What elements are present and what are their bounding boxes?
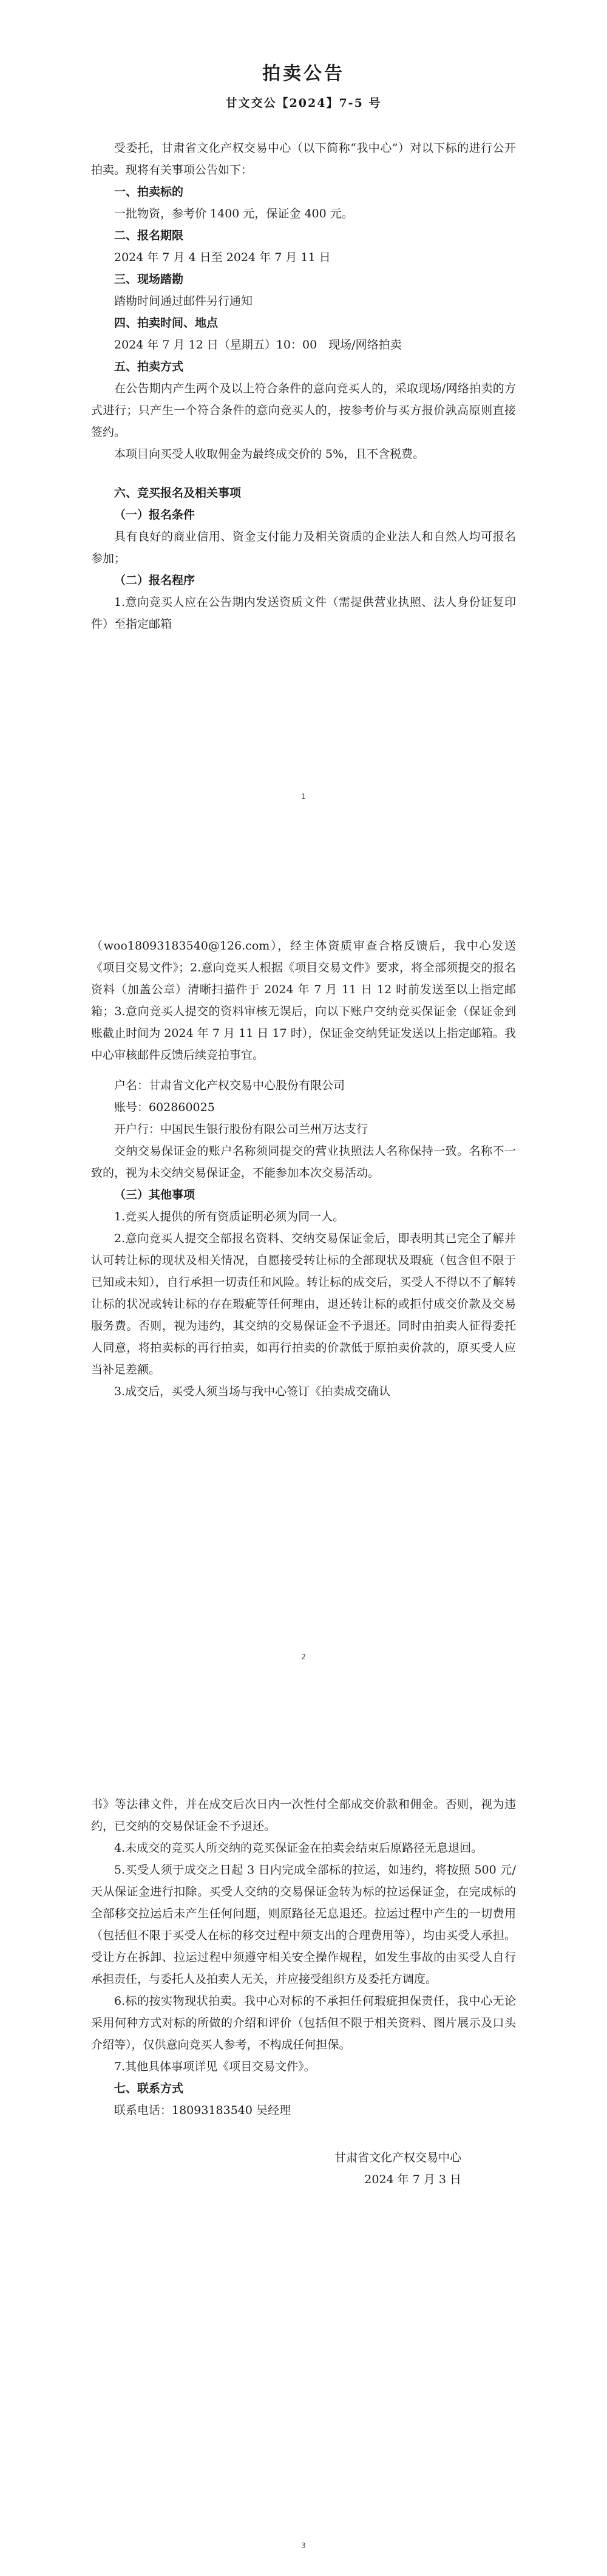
other-item-5: 5.买受人须于成交之日起 3 日内完成全部标的拉运，如违约，将按照 500 元/天从保证金进行扣除。买受人交纳的交易保证金转为标的拉运保证金，在完成标的全部移交拉运后未产生任何问题，则原路径无息退还。拉运过程中产生的一切费用（包括但不限于买受人在标的移交过程中须支出的合理费用等），均由买受人承担。受让方在拆卸、拉运过程中须遵守相关安全操作规程，如发生事故的由买受人自行承担责任，与委托人及拍卖人无关，并应接受组织方及委托方调度。 xyxy=(91,1863,516,1986)
page-1-content xyxy=(91,61,516,635)
page-1 xyxy=(0,0,607,858)
section-1-heading: 一、拍卖标的 xyxy=(114,185,184,199)
spacer xyxy=(91,2121,516,2138)
section-3-body: 踏勘时间通过邮件另行通知 xyxy=(114,294,253,308)
section-6-heading: 六、竞买报名及相关事项 xyxy=(114,486,242,500)
section-6-1-heading: （一）报名条件 xyxy=(114,508,195,522)
spacer xyxy=(91,2138,516,2147)
page-number: 1 xyxy=(301,792,306,801)
registration-procedure-continued: （woo18093183540@126.com），经主体资质审查合格反馈后，我中心发送《项目交易文件》；2.意向竞买人根据《项目交易文件》要求，将全部须提交的报名资料（加盖公章）清晰扫描件于 2024 年 7 月 11 日 12 时前发送至以上指定邮箱；3.意向竞买人提交的资料审核无误后，向以下账户交纳竞买保证金（保证金到账截止时间为 2024 年 7 月 11 日 17 时），保证金交纳凭证发送以上指定邮箱。我中心审核邮件反馈后续竞拍事宜。 xyxy=(91,939,516,1062)
issuer-name: 甘肃省文化产权交易中心 xyxy=(334,2151,461,2164)
page-title: 拍卖公告 xyxy=(262,63,345,84)
section-6-3-heading: （三）其他事项 xyxy=(114,1188,195,1201)
page-2-content xyxy=(91,935,516,1402)
section-6-1-body: 具有良好的商业信用、资金支付能力及相关资质的企业法人和自然人均可报名参加； xyxy=(91,530,516,565)
section-1-body: 一批物资，参考价 1400 元，保证金 400 元。 xyxy=(114,207,353,220)
spacer xyxy=(91,465,516,482)
other-item-2: 2.意向竞买人提交全部报名资料、交纳交易保证金后，即表明其已完全了解并认可转让标的现状及相关情况，自愿接受转让标的全部现状及瑕疵（包含但不限于已知或未知），自行承担一切责任和风险。转让标的成交后，买受人不得以不了解转让标的状况或转让标的存在瑕疵等任何理由，退还转让标的或拒付成交价款及交易服务费。否则，视为违约，其交纳的交易保证金不予退还。同时由拍卖人征得委托人同意，将拍卖标的再行拍卖，如再行拍卖的价款低于原拍卖价款的，原买受人应当补足差额。 xyxy=(91,1232,516,1376)
other-item-6: 6.标的按实物现状拍卖。我中心对标的不承担任何瑕疵担保责任，我中心无论采用何种方式对标的所做的介绍和评价（包括但不限于相关资料、图片展示及口头介绍等），仅供意向竞买人参考，不构成任何担保。 xyxy=(91,1994,516,2051)
section-5-heading: 五、拍卖方式 xyxy=(114,360,184,373)
section-5-body: 在公告期内产生两个及以上符合条件的意向竞买人的，采取现场/网络拍卖的方式进行；只产生一个符合条件的意向竞买人的，按参考价与买方报价孰高原则直接签约。 xyxy=(91,382,516,439)
section-4-heading: 四、拍卖时间、地点 xyxy=(114,316,219,330)
bank-name: 开户行：中国民生银行股份有限公司兰州万达支行 xyxy=(114,1123,368,1136)
section-6-2-heading: （二）报名程序 xyxy=(114,574,195,587)
section-4-body: 2024 年 7 月 12 日（星期五）10：00 现场/网络拍卖 xyxy=(114,338,402,352)
account-number: 账号：602860025 xyxy=(114,1101,215,1114)
account-name: 户名：甘肃省文化产权交易中心股份有限公司 xyxy=(114,1079,345,1092)
other-item-7: 7.其他具体事项详见《项目交易文件》。 xyxy=(114,2060,316,2073)
section-2-body: 2024 年 7 月 4 日至 2024 年 7 月 11 日 xyxy=(114,251,331,264)
other-item-1: 1.竞买人提供的所有资质证明必须为同一人。 xyxy=(114,1210,345,1223)
issue-date: 2024 年 7 月 3 日 xyxy=(364,2173,461,2186)
section-3-heading: 三、现场踏勘 xyxy=(114,273,184,286)
page-number: 3 xyxy=(301,2541,306,2550)
section-5-fee: 本项目向买受人收取佣金为最终成交价的 5%，且不含税费。 xyxy=(114,447,425,461)
contact-info: 联系电话：18093183540 吴经理 xyxy=(114,2104,291,2117)
page-3 xyxy=(0,1717,607,2576)
section-7-heading: 七、联系方式 xyxy=(114,2082,184,2095)
spacer xyxy=(91,1066,516,1075)
document-number: 甘文交公【2024】7-5 号 xyxy=(225,97,382,110)
page-3-content xyxy=(91,1793,516,2190)
section-2-heading: 二、报名期限 xyxy=(114,229,184,242)
other-item-3-continued: 书》等法律文件，并在成交后次日内一次性付全部成交价款和佣金。否则，视为违约，已交纳的交易保证金不予退还。 xyxy=(91,1798,516,1833)
other-item-4: 4.未成交的竞买人所交纳的竞买保证金在拍卖会结束后原路径无息退回。 xyxy=(114,1841,483,1855)
page-2 xyxy=(0,858,607,1717)
other-item-3: 3.成交后，买受人须当场与我中心签订《拍卖成交确认 xyxy=(114,1385,391,1398)
intro-paragraph: 受委托，甘肃省文化产权交易中心（以下简称“我中心”）对以下标的进行公开拍卖。现将有关事项公告如下： xyxy=(91,141,516,177)
page-number: 2 xyxy=(301,1653,306,1661)
deposit-note: 交纳交易保证金的账户名称须同提交的营业执照法人名称保持一致。名称不一致的，视为未交纳交易保证金，不能参加本次交易活动。 xyxy=(91,1144,516,1180)
section-6-2-body: 1.意向竞买人应在公告期内发送资质文件（需提供营业执照、法人身份证复印件）至指定邮箱 xyxy=(91,596,516,631)
